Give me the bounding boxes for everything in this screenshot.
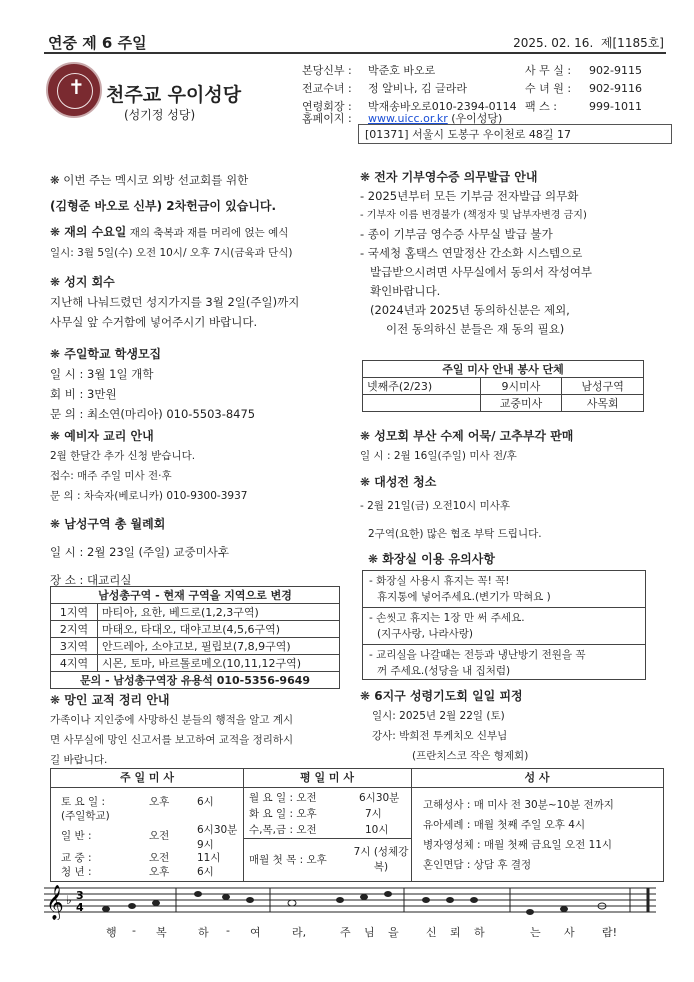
cleaning-notice: ❋ 대성전 청소 - 2월 21일(금) 오전10시 미사후 2구역(요한) 많은 협조 부탁 드립니다. [360,475,542,540]
parish-logo [46,62,102,118]
parish-address: [01371] 서울시 도봉구 우이천로 48길 17 [358,124,672,144]
weekday-mass: 월 요 일 : 오전 6시30분 화 요 일 : 오후 7시 수,목,금 : 오전 10시 매월 첫 목 : 오후 7시 (성체강복) [243,788,412,881]
toilet-rules-box: - 화장실 사용시 휴지는 꼭! 꼭! 휴지통에 넣어주세요.(변기가 막혀요 ) - 손씻고 휴지는 1장 만 써 주세요. (지구사랑, 나라사랑) - 교리실을 나갈때는 전등과 냉난방기 전원을 꼭 꺼 주세요.(성당을 내 집처럼) [362,570,646,680]
bulletin-header [44,30,666,54]
mass-schedule: 주 일 미 사 평 일 미 사 성 사 토 요 일 : 오후 6시 (주일학교) 일 반 : 오전 6시30분 9시 교 중 : 오전 11시 청 년 : 오후 6시 월 요 일 : 오전 6시30분 화 요 일 : 오후 7시 수,목,금 : 오전 10시 매월 첫 목 : 오후 7시 (성체강복) 고해성사 : 매 미사 전 30분~10분 전까지 유아세례 : 매월 첫째 주일 오후 4시 병자영성체 : 매월 첫째 금요일 오전 11시 혼인면담 : 상담 후 결정 [50,768,664,882]
homepage-row: 홈페이지 : www.uicc.or.kr (우이성당) [302,112,503,125]
ash-wednesday: ❋ 재의 수요일 재의 축복과 재를 머리에 얹는 예식 일시: 3월 5일(수) 오전 10시/ 오후 7시(금육과 단식) [50,225,293,259]
hymn-lyrics: 행 - 복 하 - 여 라, 주 님 을 신 뢰 하 는 사 람! [106,924,618,939]
parish-subname: (성기정 성당) [124,108,196,122]
men-meeting: ❋ 남성구역 총 월례회 일 시 : 2월 23일 (주일) 교중미사후 장 소 : 대교리실 [50,517,229,587]
retreat-notice: ❋ 6지구 성령기도회 일일 피정 일시: 2025년 2월 22일 (토) 강사: 박희전 투케치오 신부님 (프란치스코 작은 형제회) [360,689,529,762]
catechism-notice: ❋ 예비자 교리 안내 2월 한달간 추가 신청 받습니다. 접수: 매주 주일 미사 전·후 문 의 : 차숙자(베로니카) 010-9300-3937 [50,429,248,502]
staff-row: 본당신부 : 박준호 바오로 [302,64,436,77]
food-sale-notice: ❋ 성모회 부산 수제 어묵/ 고추부각 판매 일 시 : 2월 16일(주일) 미사 전/후 [360,429,574,462]
sacraments: 고해성사 : 매 미사 전 30분~10분 전까지 유아세례 : 매월 첫째 주일 오후 4시 병자영성체 : 매월 첫째 금요일 오전 11시 혼인면담 : 상담 후 결정 [423,799,614,871]
service-group-table: 주일 미사 안내 봉사 단체 넷째주(2/23) 9시미사 남성구역 교중미사 사목회 [362,360,644,412]
hymn-staff [44,882,656,942]
contact-row: 사 무 실 : 902-9115 [525,64,642,77]
palm-collection: ❋ 성지 회수 지난해 나눠드렸던 성지가지를 3월 2일(주일)까지 사무실 앞 수거함에 넣어주시기 바랍니다. [50,275,300,329]
issue-date: 2025. 02. 16. [513,36,594,50]
treble-clef-icon: 𝄞 [46,885,64,920]
sunday-mass: 토 요 일 : 오후 6시 (주일학교) 일 반 : 오전 6시30분 9시 교 중 : 오전 11시 청 년 : 오후 6시 [51,788,244,881]
sunday-school: ❋ 주일학교 학생모집 일 시 : 3월 1일 개학 회 비 : 3만원 문 의 : 최소연(마리아) 010-5503-8475 [50,347,256,421]
staff-row: 전교수녀 : 정 알비나, 김 글라라 [302,82,467,95]
staff-row: 연령회장 : 박재송바오로010-2394-0114 [302,100,517,113]
cross-icon: ✝ [68,75,85,99]
parish-name: 천주교 우이성당 [106,84,242,106]
season-title: 연중 제 6 주일 [48,34,147,52]
tax-receipt-notice: ❋ 전자 기부영수증 의무발급 안내 - 2025년부터 모든 기부금 전자발급 의무화 - 기부자 이름 변경불가 (책정자 및 납부자변경 금지) - 종이 기부금 영수증 사무실 발급 불가 - 국세청 홈택스 연말정산 간소화 시스템으로 발급받으시려면 사무실에서 동의서 작성여부 확인바랍니다. (2024년과 2025년 동의하신분은 제외, 이전 동의하신 분들은 재 동의 필요) [360,170,593,336]
contact-row: 수 녀 원 : 902-9116 [525,82,642,95]
music-notation [44,882,656,920]
contact-row: 팩 스 : 999-1011 [525,100,642,113]
svg-text:♭: ♭ [66,893,72,907]
mission-notice: ❋ 이번 주는 멕시코 외방 선교회를 위한 (김형준 바오로 신부) 2차헌금이 있습니다. [50,173,277,213]
men-district-table: 남성총구역 - 현재 구역을 지역으로 변경 1지역 마티아, 요한, 베드로(1,2,3구역) 2지역 마태오, 타대오, 대야고보(4,5,6구역) 3지역 안드레아, 소야고보, 필립보(7,8,9구역) 4지역 시몬, 토마, 바르톨로메오(10,11,12구역) 문의 - 남성총구역장 유용석 010-5356-9649 [50,586,340,689]
homepage-link[interactable]: www.uicc.or.kr [368,112,448,125]
toilet-title: ❋ 화장실 이용 유의사항 [368,552,495,566]
svg-text:3: 3 [76,889,84,902]
svg-text:4: 4 [76,901,84,914]
deceased-notice: ❋ 망인 교적 정리 안내 가족이나 지인중에 사망하신 분들의 행적을 알고 계시 면 사무실에 망인 신고서를 보고하여 교적을 정리하시 길 바랍니다. [50,693,294,766]
issue-number: 제[1185호] [600,36,664,50]
